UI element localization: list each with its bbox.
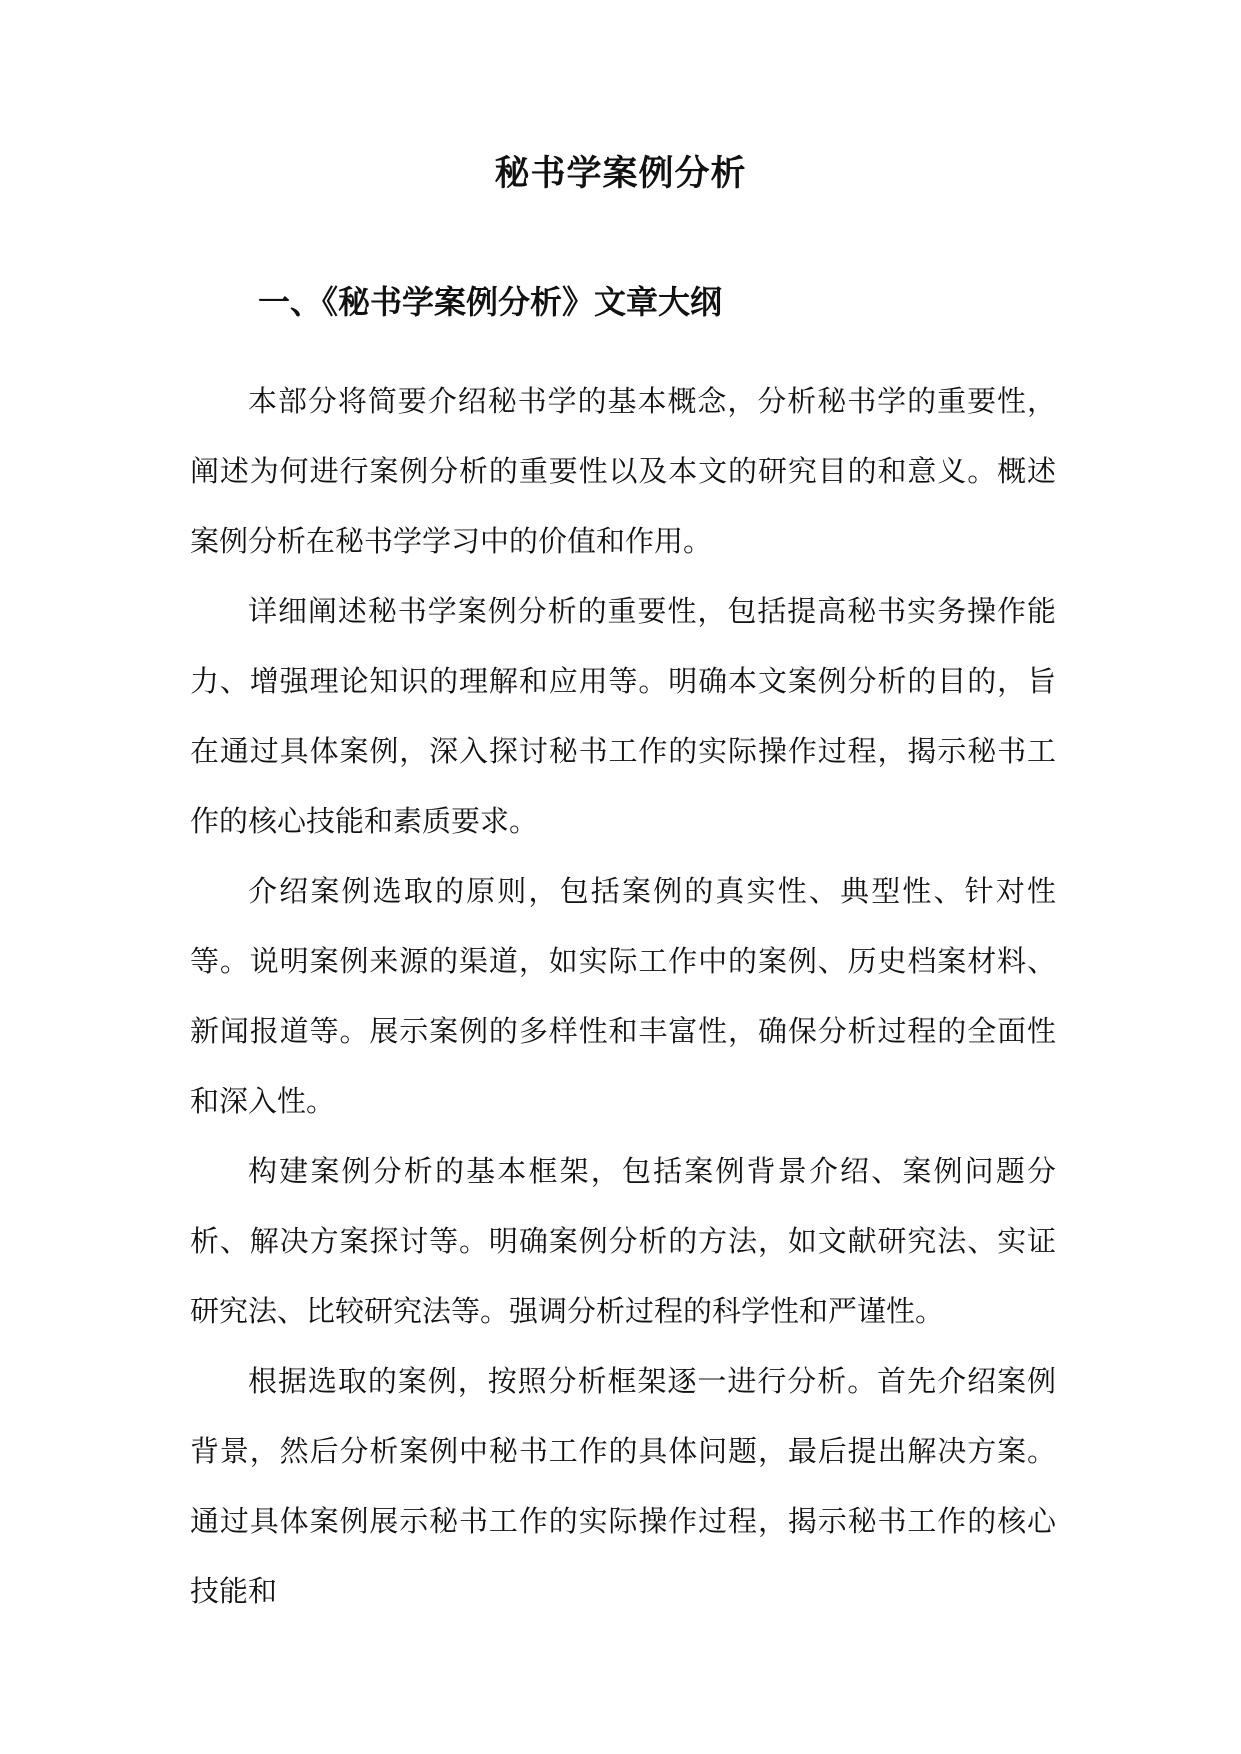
document-body — [190, 366, 1056, 1626]
paragraph: 本部分将简要介绍秘书学的基本概念，分析秘书学的重要性，阐述为何进行案例分析的重要性以及本文的研究目的和意义。概述案例分析在秘书学学习中的价值和作用。 — [190, 384, 1056, 558]
paragraph: 根据选取的案例，按照分析框架逐一进行分析。首先介绍案例背景，然后分析案例中秘书工作的具体问题，最后提出解决方案。通过具体案例展示秘书工作的实际操作过程，揭示秘书工作的核心技能和 — [190, 1364, 1056, 1608]
section-heading: 一、《秘书学案例分析》文章大纲 — [258, 283, 723, 321]
paragraph: 构建案例分析的基本框架，包括案例背景介绍、案例问题分析、解决方案探讨等。明确案例分析的方法，如文献研究法、实证研究法、比较研究法等。强调分析过程的科学性和严谨性。 — [190, 1154, 1056, 1328]
page-title: 秘书学案例分析 — [494, 153, 747, 194]
paragraph: 介绍案例选取的原则，包括案例的真实性、典型性、针对性等。说明案例来源的渠道，如实际工作中的案例、历史档案材料、新闻报道等。展示案例的多样性和丰富性，确保分析过程的全面性和深入性。 — [190, 874, 1056, 1118]
paragraph: 详细阐述秘书学案例分析的重要性，包括提高秘书实务操作能力、增强理论知识的理解和应用等。明确本文案例分析的目的，旨在通过具体案例，深入探讨秘书工作的实际操作过程，揭示秘书工作的核心技能和素质要求。 — [190, 594, 1056, 838]
